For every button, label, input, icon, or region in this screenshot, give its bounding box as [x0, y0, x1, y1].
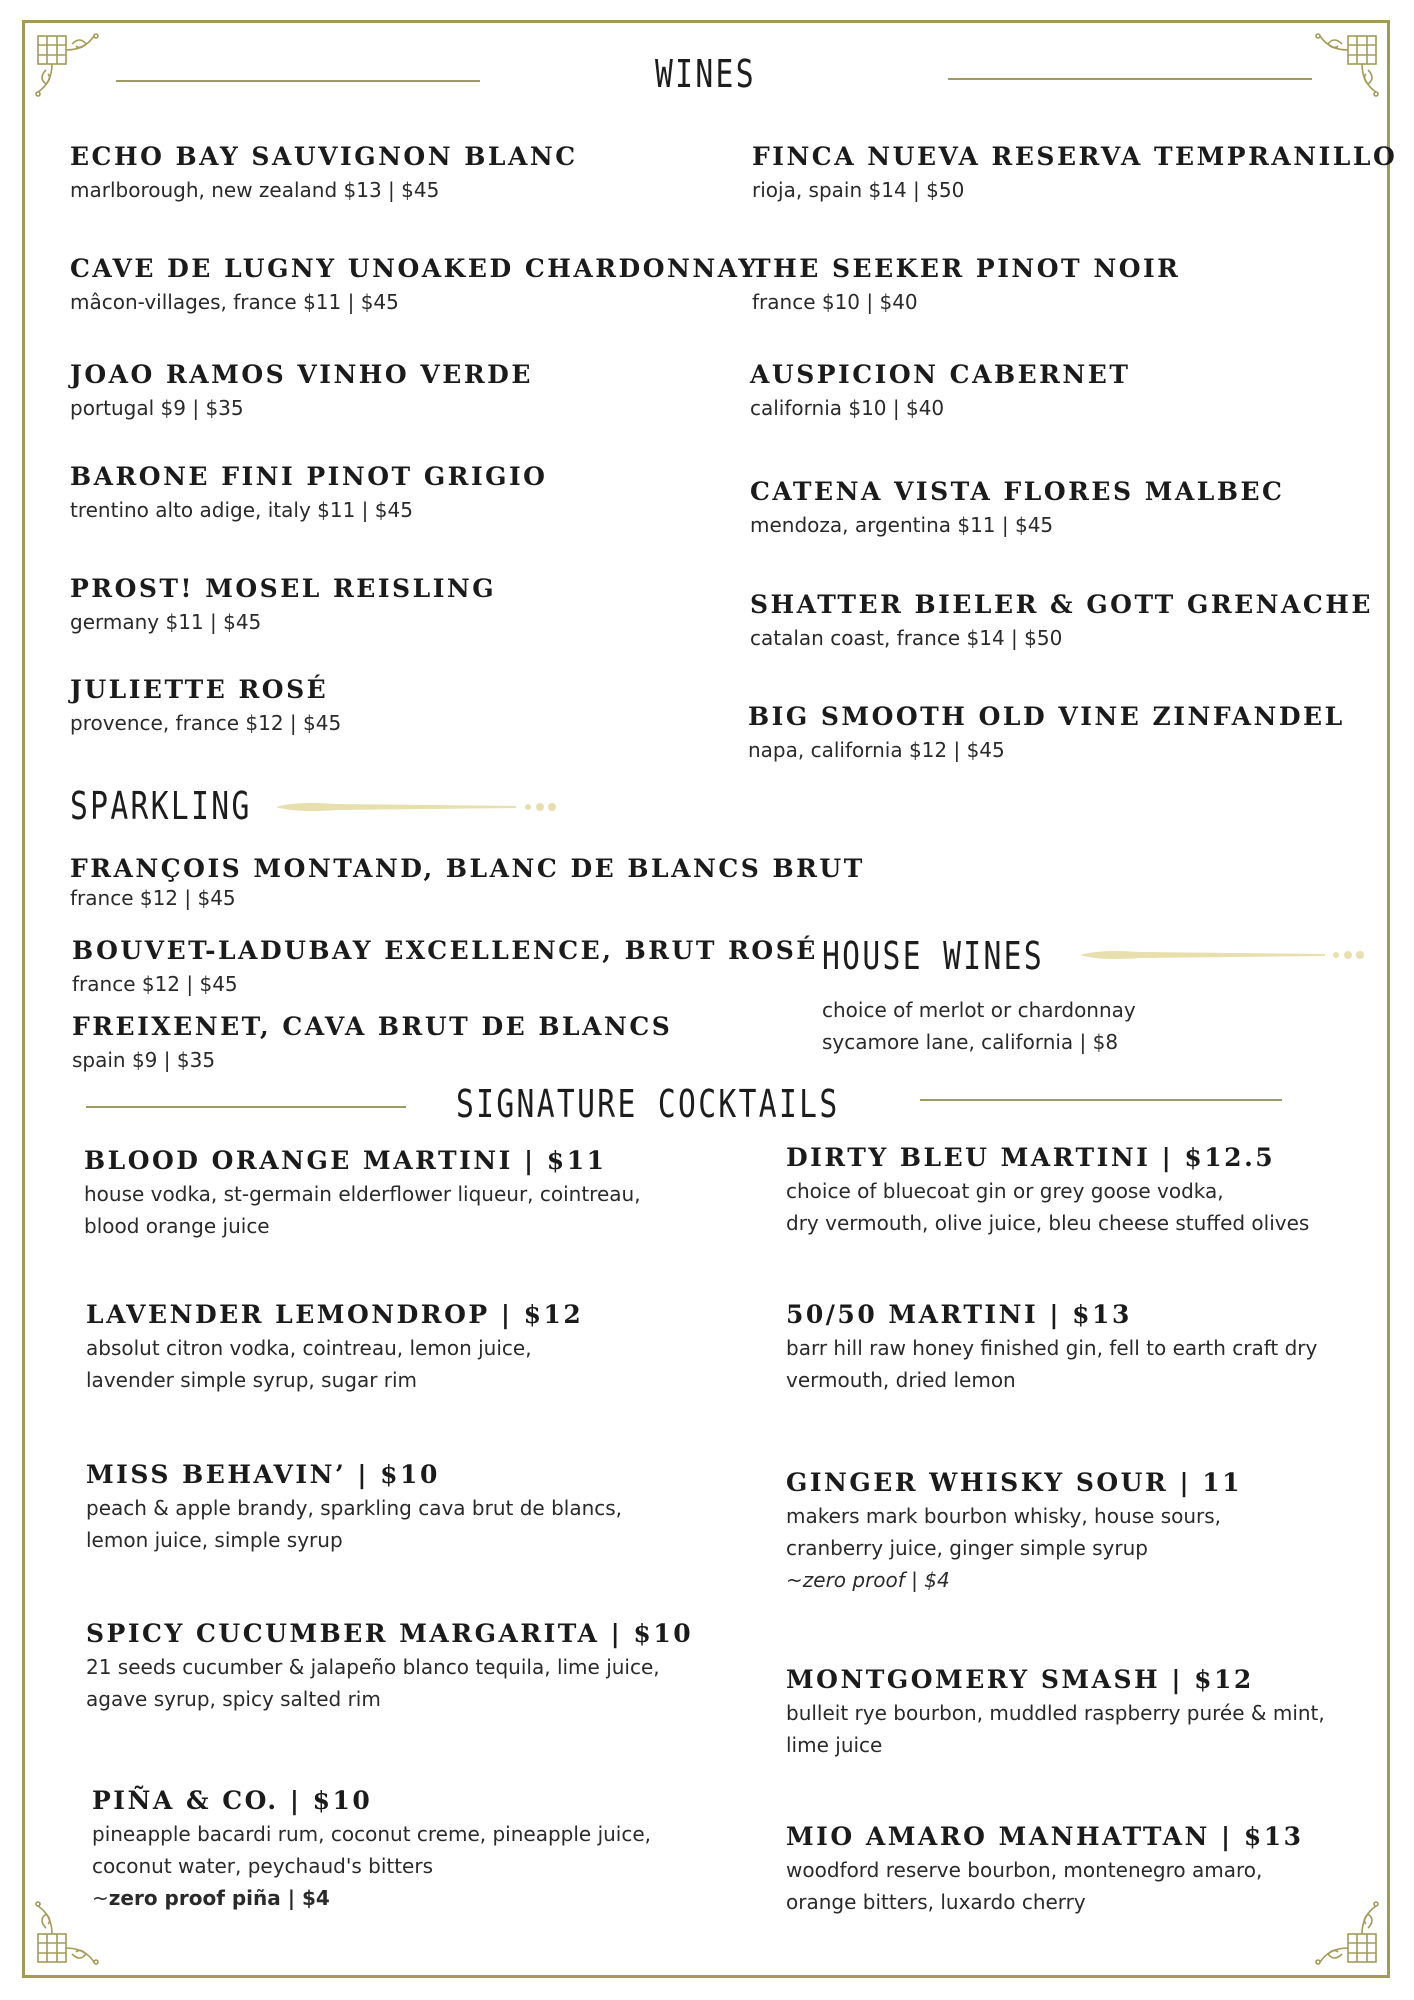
item-name: FRANÇOIS MONTAND, BLANC DE BLANCS BRUT	[70, 854, 865, 883]
item-desc: provence, france $12 | $45	[70, 711, 342, 735]
swash-ornament-icon	[276, 797, 561, 817]
item-desc: house vodka, st-germain elderflower liqueur, cointreau,	[84, 1182, 641, 1206]
item-name: THE SEEKER PINOT NOIR	[752, 254, 1181, 283]
wine-item	[70, 252, 759, 318]
item-desc: choice of bluecoat gin or grey goose vodka,	[786, 1179, 1224, 1203]
item-desc: bulleit rye bourbon, muddled raspberry purée & mint,	[786, 1701, 1325, 1725]
wine-item	[70, 358, 533, 424]
cocktail-item	[92, 1784, 651, 1914]
corner-ornament-icon	[32, 30, 102, 100]
zero-proof-text: zero proof | $4	[802, 1568, 950, 1592]
item-name: SHATTER BIELER & GOTT GRENACHE	[750, 590, 1373, 619]
item-desc: rioja, spain $14 | $50	[752, 178, 965, 202]
item-desc: france $10 | $40	[752, 290, 918, 314]
divider-rule	[948, 78, 1312, 80]
wine-item	[70, 460, 547, 526]
wine-item	[70, 140, 578, 206]
cocktail-item	[786, 1298, 1317, 1396]
item-desc: vermouth, dried lemon	[786, 1368, 1016, 1392]
item-desc: barr hill raw honey finished gin, fell to earth craft dry	[786, 1336, 1318, 1360]
cocktail-item	[86, 1298, 583, 1396]
tilde-symbol: ~	[92, 1886, 109, 1910]
wine-item	[752, 252, 1180, 318]
tilde-symbol: ~	[786, 1568, 803, 1592]
item-desc: blood orange juice	[84, 1214, 270, 1238]
item-name: BARONE FINI PINOT GRIGIO	[70, 462, 548, 491]
item-name: MIO AMARO MANHATTAN | $13	[786, 1822, 1304, 1851]
item-desc: catalan coast, france $14 | $50	[750, 626, 1063, 650]
cocktail-item	[84, 1144, 641, 1242]
cocktail-item	[86, 1617, 693, 1715]
item-desc: woodford reserve bourbon, montenegro amaro,	[786, 1858, 1263, 1882]
item-name: AUSPICION CABERNET	[750, 360, 1131, 389]
item-desc: agave syrup, spicy salted rim	[86, 1687, 381, 1711]
item-desc: marlborough, new zealand $13 | $45	[70, 178, 440, 202]
wine-item	[752, 140, 1397, 206]
item-desc: pineapple bacardi rum, coconut creme, pineapple juice,	[92, 1822, 652, 1846]
sparkling-item	[72, 934, 818, 1000]
zero-proof-text: zero proof piña | $4	[108, 1886, 330, 1910]
item-desc: germany $11 | $45	[70, 610, 262, 634]
item-name: 50/50 MARTINI | $13	[786, 1300, 1132, 1329]
cocktail-item	[786, 1820, 1304, 1918]
item-name: MONTGOMERY SMASH | $12	[786, 1665, 1254, 1694]
item-desc-zero-proof	[786, 1564, 1242, 1596]
wine-item	[748, 700, 1345, 766]
item-desc: cranberry juice, ginger simple syrup	[786, 1536, 1148, 1560]
item-name: BIG SMOOTH OLD VINE ZINFANDEL	[748, 702, 1345, 731]
divider-rule	[86, 1106, 406, 1108]
wine-item	[70, 572, 496, 638]
house-wines-item	[822, 994, 1136, 1058]
item-name: GINGER WHISKY SOUR | 11	[786, 1468, 1243, 1497]
item-desc: france $12 | $45	[70, 886, 236, 910]
item-name: JOAO RAMOS VINHO VERDE	[70, 360, 533, 389]
item-name: MISS BEHAVIN’ | $10	[86, 1460, 440, 1489]
item-desc: peach & apple brandy, sparkling cava brut de blancs,	[86, 1496, 623, 1520]
wine-item	[750, 588, 1373, 654]
wine-item	[750, 475, 1284, 541]
item-name: BLOOD ORANGE MARTINI | $11	[84, 1146, 607, 1175]
item-desc: mâcon-villages, france $11 | $45	[70, 290, 399, 314]
item-desc: absolut citron vodka, cointreau, lemon juice,	[86, 1336, 532, 1360]
cocktail-item	[86, 1458, 622, 1556]
sparkling-item	[72, 1010, 672, 1076]
item-name: CATENA VISTA FLORES MALBEC	[750, 477, 1285, 506]
wine-item	[70, 673, 341, 739]
cocktail-item	[786, 1141, 1309, 1239]
item-desc: sycamore lane, california | $8	[822, 1030, 1119, 1054]
item-name: FINCA NUEVA RESERVA TEMPRANILLO	[752, 142, 1398, 171]
divider-rule	[116, 80, 480, 82]
section-title-cocktails: SIGNATURE COCKTAILS	[456, 1082, 840, 1126]
item-desc-zero-proof	[92, 1882, 651, 1914]
item-desc: mendoza, argentina $11 | $45	[750, 513, 1054, 537]
item-desc: trentino alto adige, italy $11 | $45	[70, 498, 413, 522]
item-name: LAVENDER LEMONDROP | $12	[86, 1300, 584, 1329]
item-desc: lime juice	[786, 1733, 883, 1757]
item-desc: lemon juice, simple syrup	[86, 1528, 343, 1552]
item-desc: portugal $9 | $35	[70, 396, 244, 420]
item-name: SPICY CUCUMBER MARGARITA | $10	[86, 1619, 694, 1648]
item-desc: spain $9 | $35	[72, 1048, 216, 1072]
item-desc: france $12 | $45	[72, 972, 238, 996]
cocktail-item	[786, 1663, 1325, 1761]
item-name: CAVE DE LUGNY UNOAKED CHARDONNAY	[70, 254, 759, 283]
swash-ornament-icon	[1080, 945, 1370, 965]
wine-item	[750, 358, 1130, 424]
corner-ornament-icon	[1312, 1898, 1382, 1968]
item-name: DIRTY BLEU MARTINI | $12.5	[786, 1143, 1276, 1172]
item-desc: orange bitters, luxardo cherry	[786, 1890, 1086, 1914]
item-name: JULIETTE ROSÉ	[70, 675, 329, 704]
item-name: PIÑA & CO. | $10	[92, 1786, 373, 1815]
item-name: FREIXENET, CAVA BRUT DE BLANCS	[72, 1012, 673, 1041]
item-desc: dry vermouth, olive juice, bleu cheese stuffed olives	[786, 1211, 1310, 1235]
sparkling-item	[70, 852, 865, 910]
divider-rule	[920, 1099, 1282, 1101]
section-title-wines: WINES	[655, 52, 756, 96]
item-desc: 21 seeds cucumber & jalapeño blanco tequila, lime juice,	[86, 1655, 660, 1679]
item-desc: coconut water, peychaud's bitters	[92, 1854, 434, 1878]
item-desc: napa, california $12 | $45	[748, 738, 1005, 762]
item-desc: choice of merlot or chardonnay	[822, 998, 1136, 1022]
corner-ornament-icon	[1312, 30, 1382, 100]
cocktail-item	[786, 1466, 1242, 1596]
item-name: PROST! MOSEL REISLING	[70, 574, 497, 603]
section-title-sparkling: SPARKLING	[70, 784, 252, 828]
item-name: ECHO BAY SAUVIGNON BLANC	[70, 142, 578, 171]
item-name: BOUVET-LADUBAY EXCELLENCE, BRUT ROSÉ	[72, 936, 818, 965]
item-desc: lavender simple syrup, sugar rim	[86, 1368, 418, 1392]
item-desc: makers mark bourbon whisky, house sours,	[786, 1504, 1222, 1528]
item-desc: california $10 | $40	[750, 396, 945, 420]
section-title-house-wines: HOUSE WINES	[822, 934, 1045, 978]
